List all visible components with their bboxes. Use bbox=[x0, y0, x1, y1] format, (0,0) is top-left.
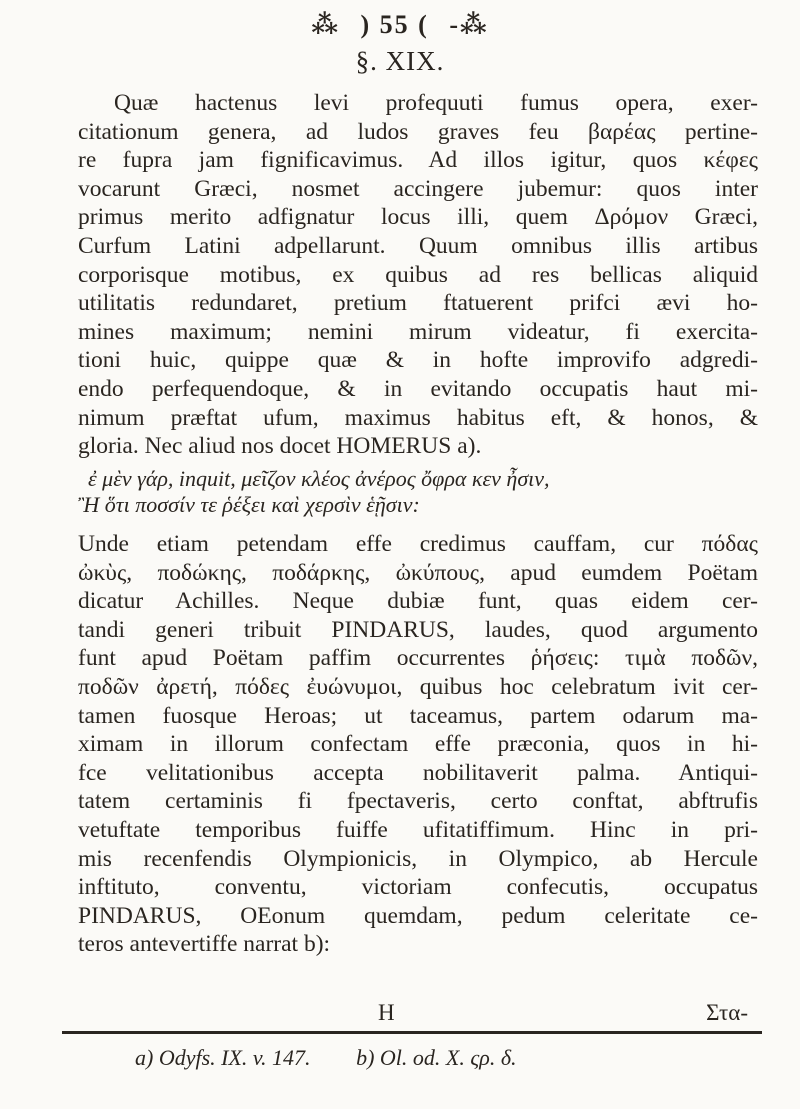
text-line: inftituto, conventu, victoriam confecutis, occupatus bbox=[78, 874, 758, 901]
text-line: mis recenfendis Olympionicis, in Olympico, ab Hercule bbox=[78, 845, 758, 872]
quotation-line: ἐ μὲν γάρ, inquit, μεῖζον κλέος ἀνέρος ὄφρα κεν ἦσιν, bbox=[88, 466, 550, 491]
footnote-a: a) Odyfs. IX. v. 147. bbox=[135, 1045, 311, 1070]
text-line: fce velitationibus accepta nobilitaverit palma. Antiqui- bbox=[78, 759, 758, 786]
text-line: re fupra jam fignificavimus. Ad illos igitur, quos κέφες bbox=[78, 147, 758, 174]
right-ornament: -⁂ bbox=[449, 10, 489, 39]
text-line: teros antevertiffe narrat b): bbox=[78, 931, 331, 958]
page-number: ) 55 ( bbox=[360, 10, 429, 39]
text-line: endo perfequendoque, & in evitando occupatis haut mi- bbox=[78, 375, 758, 402]
signature-mark: H bbox=[378, 1000, 395, 1025]
text-line: tioni huic, quippe quæ & in hofte improvifo adgredi- bbox=[78, 347, 758, 374]
text-line: mines maximum; nemini mirum videatur, fi exercita- bbox=[78, 318, 758, 345]
text-line: citationum genera, ad ludos graves feu βαρέας pertine- bbox=[78, 118, 758, 145]
text-line: ximam in illorum confectam effe præconia, quos in hi- bbox=[78, 731, 758, 758]
text-line: Unde etiam petendam effe credimus cauffam, cur πόδας bbox=[78, 531, 758, 557]
text-line: tamen fuosque Heroas; ut taceamus, partem odarum ma- bbox=[78, 702, 758, 729]
text-line: dicatur Achilles. Neque dubiæ funt, quas eidem cer- bbox=[78, 588, 758, 615]
footnote-divider bbox=[62, 1031, 762, 1034]
text-line: vocarunt Græci, nosmet accingere jubemur: quos inter bbox=[78, 175, 758, 202]
text-line: gloria. Nec aliud nos docet HOMERUS a). bbox=[78, 433, 482, 460]
text-line: utilitatis redundaret, pretium ftatuerent prifci ævi ho- bbox=[78, 290, 758, 317]
text-line: ὠκὺς, ποδώκης, ποδάρκης, ὠκύπους, apud eumdem Poëtam bbox=[78, 559, 758, 586]
footnotes bbox=[135, 1045, 557, 1071]
text-line: corporisque motibus, ex quibus ad res bellicas aliquid bbox=[78, 261, 758, 288]
text-line: primus merito adfignatur locus illi, quem Δρόμον Græci, bbox=[78, 204, 758, 231]
text-line: vetuftate temporibus fuiffe ufitatiffimum. Hinc in pri- bbox=[78, 816, 758, 843]
text-line: Quæ hactenus levi profequuti fumus opera, exer- bbox=[114, 90, 758, 116]
left-ornament: ⁂ bbox=[311, 10, 340, 39]
quotation-line: Ἢ ὅτι ποσσίν τε ῥέξει καὶ χερσὶν ἑῇσιν: bbox=[78, 492, 420, 517]
homer-quotation bbox=[78, 466, 758, 518]
footnote-b: b) Ol. od. X. ςρ. δ. bbox=[356, 1045, 517, 1070]
text-line: PINDARUS, OEonum quemdam, pedum celeritate ce- bbox=[78, 902, 758, 929]
catchword: Στα- bbox=[706, 1000, 748, 1025]
text-line: Curfum Latini adpellarunt. Quum omnibus illis artibus bbox=[78, 232, 758, 259]
text-line: nimum præftat ufum, maximus habitus eft, & honos, & bbox=[78, 404, 758, 431]
paragraph-1 bbox=[78, 89, 758, 461]
text-line: tatem certaminis fi fpectaveris, certo conftat, abftrufis bbox=[78, 788, 758, 815]
paragraph-2 bbox=[78, 530, 758, 959]
section-title: §. XIX. bbox=[355, 46, 445, 76]
text-line: funt apud Poëtam paffim occurrentes ῥήσεις: τιμὰ ποδῶν, bbox=[78, 645, 758, 672]
running-head bbox=[0, 10, 800, 40]
text-line: ποδῶν ἀρετή, πόδες ἐυώνυμοι, quibus hoc celebratum ivit cer- bbox=[78, 673, 758, 700]
text-line: tandi generi tribuit PINDARUS, laudes, quod argumento bbox=[78, 616, 758, 643]
